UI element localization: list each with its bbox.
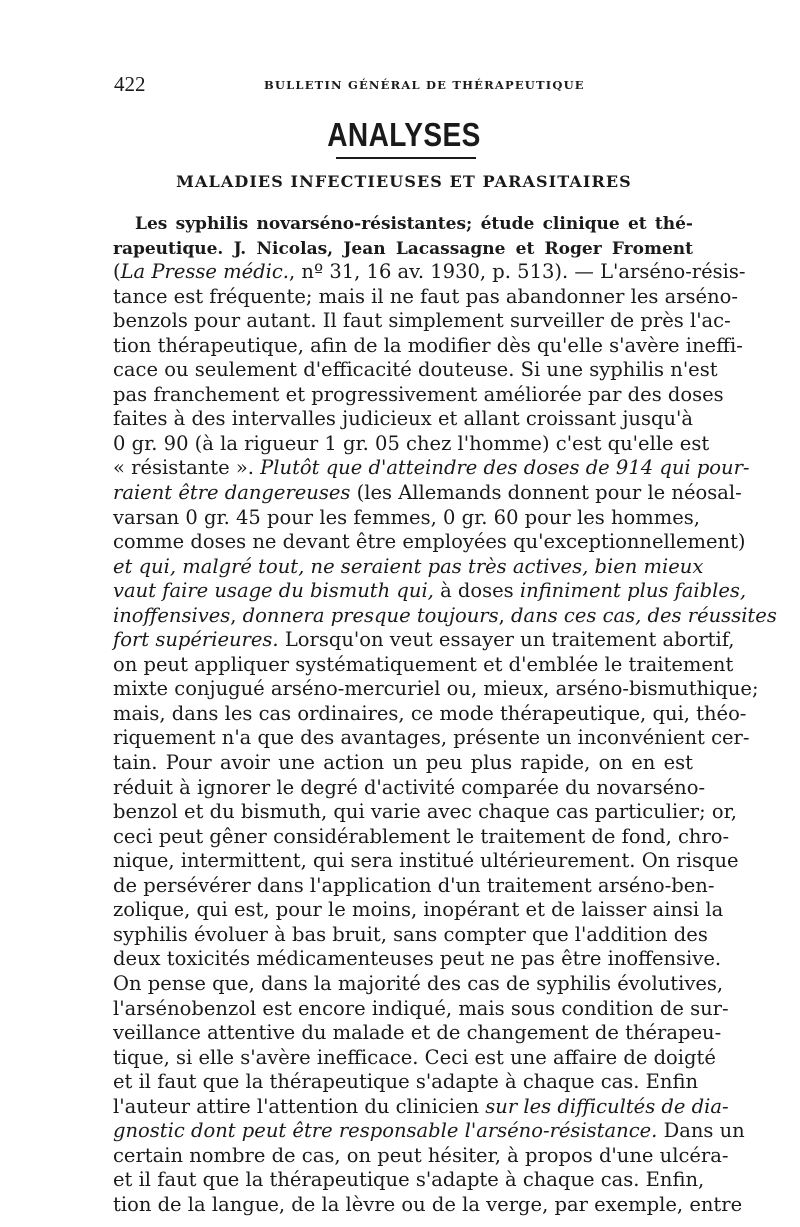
text-line	[113, 530, 746, 555]
text-span: nique, intermittent, qui sera institué ultérieurement. On risque	[113, 849, 739, 873]
text-line	[113, 947, 722, 972]
text-line	[113, 603, 777, 629]
italic-text: fort supérieures.	[113, 628, 279, 652]
bold-text: Les syphilis novarséno-résistantes; étude clinique et thé-	[135, 214, 693, 234]
text-span: l'arsénobenzol est encore indiqué, mais sous condition de sur-	[113, 996, 729, 1020]
text-line	[113, 1168, 705, 1193]
text-line	[113, 481, 742, 506]
text-line	[113, 1119, 745, 1144]
text-span: zolique, qui est, pour le moins, inopérant et de laisser ainsi la	[113, 898, 724, 922]
text-span: et il faut que la thérapeutique s'adapte à chaque cas. Enfin,	[113, 1168, 705, 1192]
text-span: deux toxicités médicamenteuses peut ne pas être inoffensive.	[113, 947, 722, 971]
text-span: benzol et du bismuth, qui varie avec chaque cas particulier; or,	[113, 800, 737, 824]
text-span: comme doses ne devant être employées qu'exceptionnellement)	[113, 530, 746, 554]
italic-text: et qui, malgré tout, ne seraient pas très actives, bien mieux	[113, 554, 704, 578]
text-span: On pense que, dans la majorité des cas de syphilis évolutives,	[113, 971, 724, 995]
italic-text: donnera presque toujours	[242, 603, 499, 627]
text-line	[113, 701, 747, 727]
journal-title: BULLETIN GÉNÉRAL DE THÉRAPEUTIQUE	[264, 78, 585, 92]
subsection-title: MALADIES INFECTIEUSES ET PARASITAIRES	[176, 172, 632, 191]
text-span: riquement n'a que des avantages, présente un inconvénient cer-	[113, 726, 750, 750]
text-line	[113, 873, 715, 899]
text-span: certain nombre de cas, on peut hésiter, à propos d'une ulcéra-	[113, 1143, 729, 1167]
text-span: tion thérapeutique, afin de la modifier dès qu'elle s'avère ineffi-	[113, 333, 743, 357]
text-span: benzols pour autant. Il faut simplement surveiller de près l'ac-	[113, 309, 731, 333]
article-body	[113, 211, 777, 1217]
text-line	[113, 1070, 699, 1095]
text-line	[113, 677, 759, 702]
text-span: ,	[498, 603, 512, 627]
text-span: mais, dans les cas ordinaires, ce mode thérapeutique, qui, théo-	[113, 701, 747, 725]
text-span: veillance attentive du malade et de changement de thérapeu-	[113, 1021, 722, 1045]
text-line	[113, 579, 747, 604]
text-span: l'auteur attire l'attention du clinicien	[113, 1094, 486, 1118]
text-span: et il faut que la thérapeutique s'adapte à chaque cas. Enfin	[113, 1070, 699, 1094]
text-span: on peut appliquer systématiquement et d'emblée le traitement	[113, 652, 734, 676]
text-span: (les Allemands donnent pour le néosal-	[350, 481, 742, 505]
text-line	[113, 628, 735, 653]
text-span: à doses	[433, 579, 520, 603]
text-line	[113, 1192, 743, 1218]
text-line	[113, 431, 710, 457]
italic-text: La Presse médic.	[120, 260, 289, 284]
text-line	[113, 260, 746, 285]
text-span: cace ou seulement d'efficacité douteuse. Si une syphilis n'est	[113, 358, 718, 382]
section-title: ANALYSES	[327, 116, 481, 153]
italic-text: raient être dangereuses	[113, 481, 351, 505]
text-line	[113, 284, 738, 310]
italic-text: vaut faire usage du bismuth qui,	[113, 579, 434, 603]
text-line	[113, 775, 706, 801]
text-line	[113, 554, 704, 580]
text-line	[113, 309, 731, 334]
text-line	[113, 800, 737, 825]
text-line	[113, 726, 750, 751]
text-span: syphilis évoluer à bas bruit, sans compter que l'addition des	[113, 922, 708, 946]
bold-text: rapeutique. J. Nicolas, Jean Lacassagne et Roger Froment	[113, 238, 693, 259]
text-span: 0 gr. 90 (à la rigueur 1 gr. 05 chez l'homme) c'est qu'elle est	[113, 431, 710, 455]
page-number: 422	[114, 72, 146, 96]
text-span: « résistante ».	[113, 456, 261, 480]
italic-text: Plutôt que d'atteindre des doses de 914 qui pour-	[260, 456, 750, 480]
text-line	[113, 996, 729, 1022]
text-line	[113, 1021, 722, 1046]
text-line	[113, 407, 693, 432]
text-line	[113, 358, 718, 383]
text-line	[113, 456, 750, 481]
text-line	[113, 211, 693, 236]
text-span: faites à des intervalles judicieux et allant croissant jusqu'à	[113, 407, 693, 431]
text-line	[113, 971, 724, 997]
italic-text: infiniment plus faibles,	[519, 579, 747, 603]
text-line	[113, 652, 734, 678]
italic-text: dans ces cas, des réussites	[511, 603, 777, 627]
text-line	[113, 333, 743, 359]
text-span: tique, si elle s'avère inefficace. Ceci est une affaire de doigté	[113, 1045, 716, 1069]
text-line	[113, 236, 693, 261]
title-rule	[336, 157, 476, 159]
running-head	[114, 70, 694, 100]
text-line	[113, 898, 724, 923]
text-line	[113, 1045, 716, 1071]
text-line	[113, 922, 708, 948]
text-line	[113, 1143, 729, 1169]
text-span: de persévérer dans l'application d'un traitement arséno-ben-	[113, 873, 715, 897]
text-line	[113, 1094, 729, 1120]
italic-text: gnostic dont peut être responsable l'arséno-résistance.	[113, 1119, 658, 1143]
text-span: réduit à ignorer le degré d'activité comparée du novarséno-	[113, 775, 706, 799]
text-line	[113, 505, 700, 531]
text-span: Dans un	[657, 1119, 745, 1143]
text-line	[113, 824, 730, 850]
text-span: pas franchement et progressivement améliorée par des doses	[113, 382, 724, 406]
text-span: ceci peut gêner considérablement le traitement de fond, chro-	[113, 824, 730, 848]
italic-text: inoffensives	[113, 603, 231, 627]
text-line	[113, 382, 724, 408]
text-span: mixte conjugué arséno-mercuriel ou, mieux, arséno-bismuthique;	[113, 677, 759, 701]
text-span: tance est fréquente; mais il ne faut pas abandonner les arséno-	[113, 284, 738, 308]
text-span: , nº 31, 16 av. 1930, p. 513). — L'arséno-résis-	[289, 260, 746, 284]
text-line	[113, 751, 693, 776]
text-span: ,	[230, 603, 243, 627]
text-line	[113, 849, 739, 874]
text-span: tain. Pour avoir une action un peu plus rapide, on en est	[113, 751, 693, 775]
text-span: (	[113, 260, 121, 284]
italic-text: sur les difficultés de dia-	[485, 1094, 729, 1118]
text-span: Lorsqu'on veut essayer un traitement abortif,	[278, 628, 735, 652]
text-span: varsan 0 gr. 45 pour les femmes, 0 gr. 60 pour les hommes,	[113, 505, 700, 529]
text-span: tion de la langue, de la lèvre ou de la verge, par exemple, entre	[113, 1192, 743, 1216]
